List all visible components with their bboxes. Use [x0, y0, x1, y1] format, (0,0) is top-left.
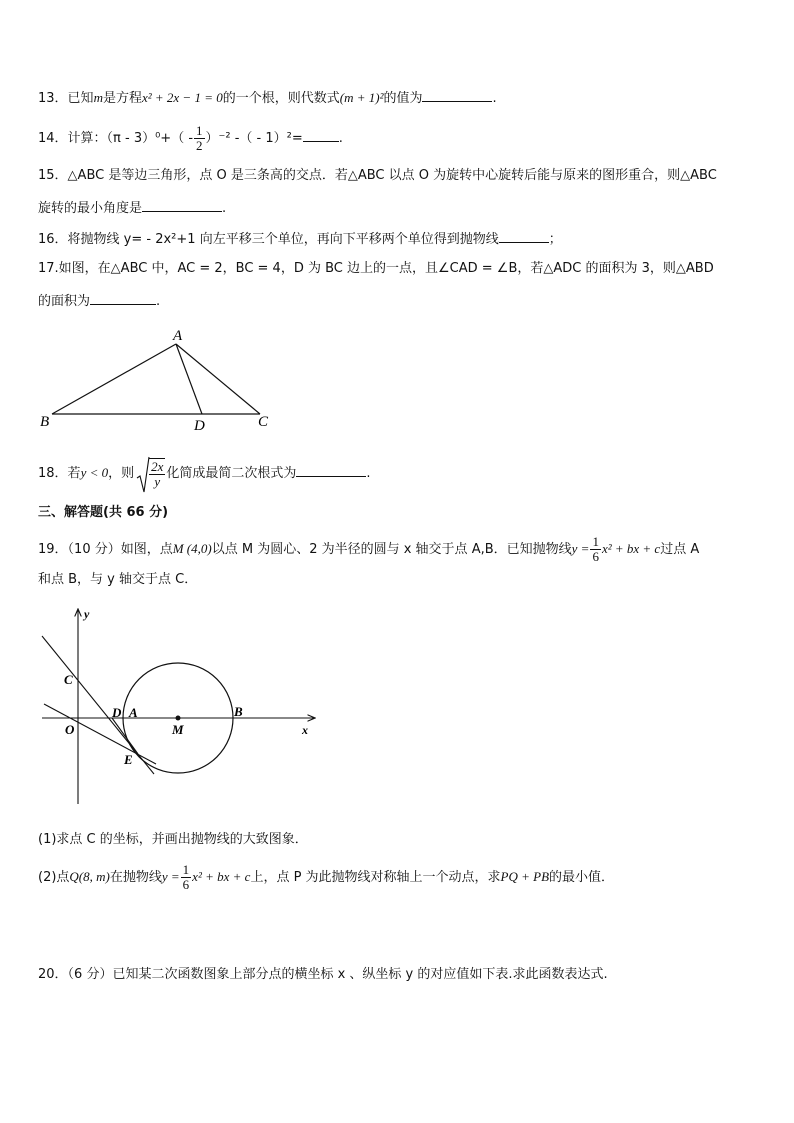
- question-19: [38, 534, 699, 565]
- q19-part-2-expr: PQ + PB: [500, 869, 550, 884]
- q14-frac-num: 1: [196, 123, 203, 138]
- question-20: [38, 965, 608, 985]
- q19-text-2: 以点 M 为圆心、2 为半径的圆与 x 轴交于点 A,B．已知抛物线: [211, 542, 572, 557]
- q13-var-m: m: [93, 90, 103, 105]
- question-15-line-2: [38, 197, 226, 219]
- figure-19-coordinate: [38, 604, 328, 810]
- q18-number: 18．: [38, 466, 68, 481]
- q18-text-3: 化简成最简二次根式为: [166, 466, 297, 481]
- q13-equation: x² + 2x − 1 = 0: [141, 90, 223, 105]
- question-19-part-1: [38, 830, 308, 850]
- q15-line-1: △ABC 是等边三角形，点 O 是三条高的交点．若△ABC 以点 O 为旋转中心旋转后能与原来的图形重合，则△ABC: [67, 168, 717, 183]
- fig19-line-de: [112, 718, 138, 754]
- fig19-label-a: A: [129, 705, 138, 720]
- q17-answer-blank[interactable]: [90, 290, 156, 305]
- q20-text: 20．（6 分）已知某二次函数图象上部分点的横坐标 x 、纵坐标 y 的对应值如下表.求此函数表达式.: [38, 967, 608, 982]
- fig19-tangent-e: [44, 704, 156, 764]
- q19-frac-num: 1: [592, 534, 599, 549]
- question-19-line-2: [38, 570, 197, 590]
- fig17-label-d: D: [194, 418, 205, 432]
- q14-fraction: [194, 124, 205, 153]
- q14-end: .: [338, 131, 343, 146]
- q19-point-m: M (4,0): [172, 541, 212, 556]
- q13-text-4: 的值为: [383, 91, 423, 106]
- q19-text-3: 过点 A: [660, 542, 700, 557]
- q19-rest: x² + bx + c: [601, 541, 661, 556]
- q18-radical: [136, 458, 166, 489]
- question-14: [38, 124, 343, 153]
- q18-rad-den: y: [154, 474, 161, 489]
- fig17-label-c: C: [258, 414, 269, 430]
- q19-part-2-a: (2)点: [38, 870, 70, 885]
- figure-17-triangle: [30, 322, 290, 432]
- fig19-label-e: E: [124, 752, 133, 767]
- q14-text-2: ）⁻² -（ - 1）²=: [205, 131, 303, 146]
- question-16: [38, 228, 562, 250]
- q13-answer-blank[interactable]: [422, 87, 492, 102]
- q19-part-2-q: Q(8, m): [69, 869, 110, 884]
- q15-end: .: [222, 201, 227, 216]
- q19-part-2-fraction: [181, 863, 192, 892]
- q19-part-2-rest: x² + bx + c: [192, 869, 251, 884]
- question-19-part-2: [38, 862, 614, 893]
- q16-number: 16．: [38, 232, 68, 247]
- radical-sign-icon: [136, 456, 150, 494]
- q19-part-2-y-eq: y =: [161, 869, 180, 884]
- q15-number: 15．: [38, 168, 68, 183]
- q19-part-1-text: (1)求点 C 的坐标，并画出抛物线的大致图象．: [38, 832, 308, 847]
- fig19-label-c: C: [64, 672, 73, 687]
- q19-part-2-d: 的最小值．: [549, 870, 615, 885]
- q14-frac-den: 2: [196, 138, 203, 153]
- fig17-side-ab: [52, 344, 176, 414]
- q19-part-2-frac-num: 1: [182, 862, 190, 877]
- fig19-label-y: y: [84, 607, 90, 621]
- q16-end: ；: [548, 232, 562, 247]
- fig19-label-m: M: [172, 722, 184, 737]
- q18-rad-num: 2x: [151, 459, 164, 474]
- q18-answer-blank[interactable]: [296, 462, 366, 477]
- q13-expression: (m + 1)²: [339, 90, 384, 105]
- q17-line-1: 17.如图，在△ABC 中，AC = 2，BC = 4，D 为 BC 边上的一点，且∠CAD = ∠B，若△ADC 的面积为 3，则△ABD: [38, 261, 714, 276]
- q19-fraction: [590, 535, 601, 564]
- q19-part-2-frac-den: 6: [182, 877, 190, 892]
- fig19-label-o: O: [65, 722, 75, 737]
- q13-text-1: 已知: [67, 91, 94, 106]
- q18-text-2: ，则: [108, 466, 135, 481]
- q19-part-2-c: 上，点 P 为此抛物线对称轴上一个动点，求: [250, 870, 501, 885]
- section-3-title: [38, 503, 168, 523]
- q18-end: .: [366, 466, 371, 481]
- q13-text-3: 的一个根，则代数式: [222, 91, 340, 106]
- q13-text-2: 是方程: [102, 91, 142, 106]
- q18-text-1: 若: [67, 466, 81, 481]
- q19-line-2-text: 和点 B，与 y 轴交于点 C．: [38, 572, 198, 587]
- q17-end: .: [156, 294, 161, 309]
- fig19-point-m-dot: [176, 716, 181, 721]
- question-15: [38, 166, 717, 186]
- q19-part-2-b: 在抛物线: [109, 870, 162, 885]
- question-17-line-2: [38, 290, 160, 312]
- fig19-label-x: x: [302, 723, 308, 737]
- q13-number: 13．: [38, 91, 68, 106]
- question-18: [38, 458, 371, 489]
- question-13: [38, 87, 497, 109]
- q17-line-2-text: 的面积为: [38, 294, 91, 309]
- fig19-label-d: D: [112, 705, 122, 720]
- fig17-label-b: B: [40, 414, 50, 430]
- q18-condition: y < 0: [80, 465, 109, 480]
- q19-text-1: 19．（10 分）如图，点: [38, 542, 173, 557]
- q13-end: .: [492, 91, 497, 106]
- q19-y-eq: y =: [571, 541, 590, 556]
- q15-answer-blank[interactable]: [142, 197, 222, 212]
- question-17: [38, 259, 714, 279]
- q16-text: 将抛物线 y= - 2x²+1 向左平移三个单位，再向下平移两个单位得到抛物线: [67, 232, 499, 247]
- q19-frac-den: 6: [592, 549, 599, 564]
- q18-radical-frac: [149, 458, 165, 489]
- q14-answer-blank[interactable]: [303, 127, 339, 142]
- q16-answer-blank[interactable]: [499, 228, 549, 243]
- q14-text-1: 计算：（π - 3）⁰+（ -: [67, 131, 194, 146]
- fig17-label-a: A: [173, 328, 183, 344]
- q14-number: 14．: [38, 131, 68, 146]
- section-3-title-text: 三、解答题(共 66 分): [38, 505, 169, 520]
- fig19-label-b: B: [234, 704, 243, 719]
- q15-line-2-text: 旋转的最小角度是: [38, 201, 143, 216]
